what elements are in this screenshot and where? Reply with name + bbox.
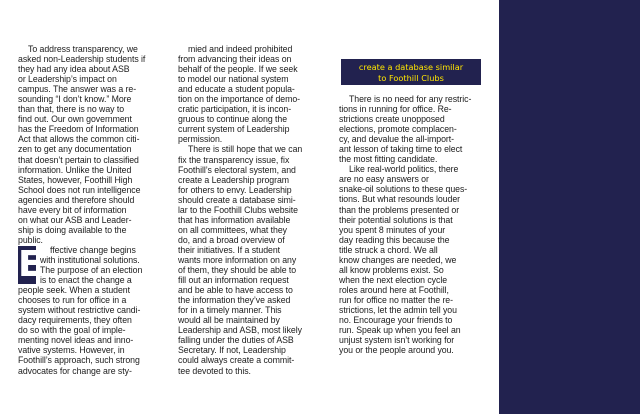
paragraph-effective-change: ffective change begins with institutional solutions. The purpose of an election is to enact the change a people seek. When a student chooses to run for office in a system without restrictive candi- dacy requirements, they often do so with the goal of imple- menting novel ideas and inno- vative systems. However, in Foothill’s approach, such strong advocates for change are sty- [18, 244, 143, 376]
paragraph-prohibited: mied and indeed prohibited from advancing their ideas on behalf of the people. If we seek to model our national system and educate a student popula- tion on the importance of demo- cratic participation, it is incon- gruous to continue along the current system of Leadership permission. [178, 44, 300, 145]
pull-quote-callout: create a database similar to Foothill Clubs [341, 59, 481, 85]
article-column-3 [339, 94, 485, 355]
paragraph-transparency: To address transparency, we asked non-Leadership students if they had any idea about ASB or Leadership’s impact on campus. The answer was a re- sounding “I don’t know.” More than that, there is no way to find out. Our own government has the Freedom of Information Act that allows the common citi- zen to get any documentation that doesn’t pertain to classified information. Unlike the United States, however, Foothill High School does not run intelligence agencies and therefore should have every bit of information on what our ASB and Leader- ship is doing available to the public. [18, 44, 146, 245]
dropcap-paragraph [18, 245, 156, 376]
paragraph-still-hope: There is still hope that we can fix the transparency issue, fix Foothill’s electoral system, and create a Leadership program for others to envy. Leadership should create a database simi- lar to the Foothill Clubs website that has information available on all committees, what they do, and a broad overview of their initiatives. If a student wants more information on any of them, they should be able to fill out an information request and be able to have access to the information they’ve asked for in a timely manner. This would all be maintained by Leadership and ASB, most likely falling under the duties of ASB Secretary. If not, Leadership could always create a commit- tee devoted to this. [178, 144, 303, 376]
decorative-navy-band [499, 0, 640, 414]
paragraph-no-restrictions: There is no need for any restric- tions in running for office. Re- strictions create unopposed elections, promote complacen- cy, and devalue the all-import- ant lesson of taking time to elect the most fitting candidate. [339, 94, 472, 165]
paragraph-real-world-politics: Like real-world politics, there are no easy answers or snake-oil solutions to these ques- tions. But what resounds louder than the problems presented or their potential solutions is that you spent 8 minutes of your day reading this because the title struck a chord. We all know changes are needed, we all know problems exist. So when the next election cycle roles around here at Foothill, run for office no matter the re- strictions, let the admin tell you no. Encourage your friends to run. Speak up when you feel an unjust system isn’t working for you or the people around you. [339, 164, 468, 356]
dropcap-letter: E [18, 243, 43, 285]
article-column-2 [178, 44, 316, 376]
article-column-1 [18, 44, 156, 376]
